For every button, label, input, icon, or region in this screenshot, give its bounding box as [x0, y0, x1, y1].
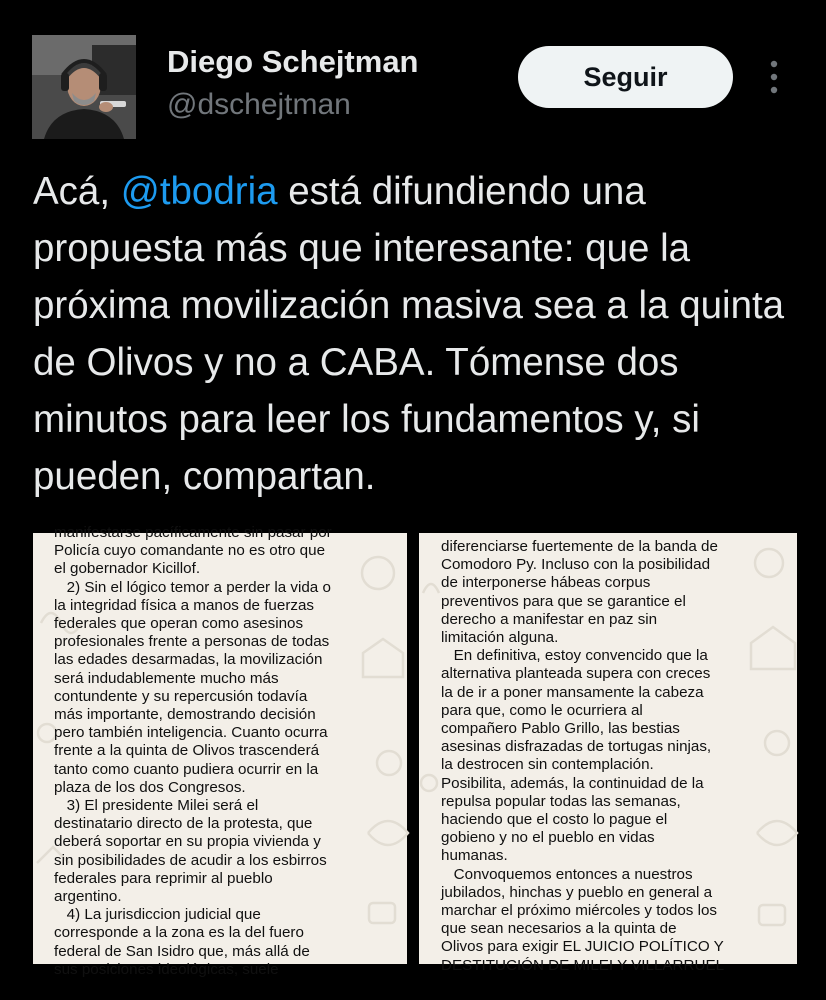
- tweet-text-start: Acá,: [33, 170, 121, 213]
- tweet-text: [33, 163, 803, 505]
- mention-link[interactable]: @tbodria: [120, 170, 278, 213]
- avatar-photo: [32, 35, 136, 139]
- tweet-text-rest: está difundiendo una propuesta más que interesante: que la próxima movilización masiva sea a la quinta de Olivos y no a CABA. Tómense dos minutos para leer los fundamentos y, si pueden, compartan.: [33, 170, 785, 498]
- author-avatar[interactable]: [32, 35, 136, 139]
- more-vertical-icon[interactable]: [763, 58, 785, 98]
- follow-button[interactable]: Seguir: [518, 46, 733, 108]
- tweet-media[interactable]: [33, 524, 797, 978]
- media-image-right[interactable]: [419, 533, 797, 974]
- author-handle[interactable]: @dschejtman: [167, 88, 351, 121]
- document-page-right: diferenciarse fuertemente de la banda de Comodoro Py. Incluso con la posibilidad de interponerse hábeas corpus preventivos para que se garantice el derecho a manifestar en paz sin limitación alguna. En definitiva, estoy convencido que la alternativa planteada supera con creces la de ir a poner mansamente la cabeza para que, como le ocurriera al compañero Pablo Grillo, las bestias asesinas disfrazadas de tortugas ninjas, la destrocen sin contemplación. Posibilita, además, la continuidad de la repulsa popular todas las semanas, haciendo que el costo lo pague el gobieno y no el pueblo en vidas humanas. Convoquemos entonces a nuestros jubilados, hinchas y pueblo en general a marchar el próximo miércoles y todos los que sean necesarios a la quinta de Olivos para exigir EL JUICIO POLÍTICO Y DESTITUCIÓN DE MILEI Y VILLARRUEL: [441, 538, 725, 974]
- document-page-left: manifestarse pacíficamente sin pasar por Policía cuyo comandante no es otro que el gobernador Kicillof. 2) Sin el lógico temor a perder la vida o la integridad física a manos de fuerzas federales que operan como asesinos profesionales frente a personas de todas las edades desarmadas, la movilización será indudablemente mucho más contundente y su repercusión todavía más importante, demostrando decisión pero también inteligencia. Cuanto ocurra frente a la quinta de Olivos trascenderá tanto como cuanto pudiera ocurrir en la plaza de los dos Congresos. 3) El presidente Milei será el destinatario directo de la protesta, que deberá soportar en su propia vivienda y sin posibilidades de acudir a los esbirros federales para reprimir al pueblo argentino. 4) La jurisdiccion judicial que corresponde a la zona es la del fuero federal de San Isidro que, más allá de sus posiciones ideológicas, suele: [54, 524, 332, 978]
- media-image-left[interactable]: [33, 524, 407, 978]
- author-name[interactable]: Diego Schejtman: [167, 44, 419, 79]
